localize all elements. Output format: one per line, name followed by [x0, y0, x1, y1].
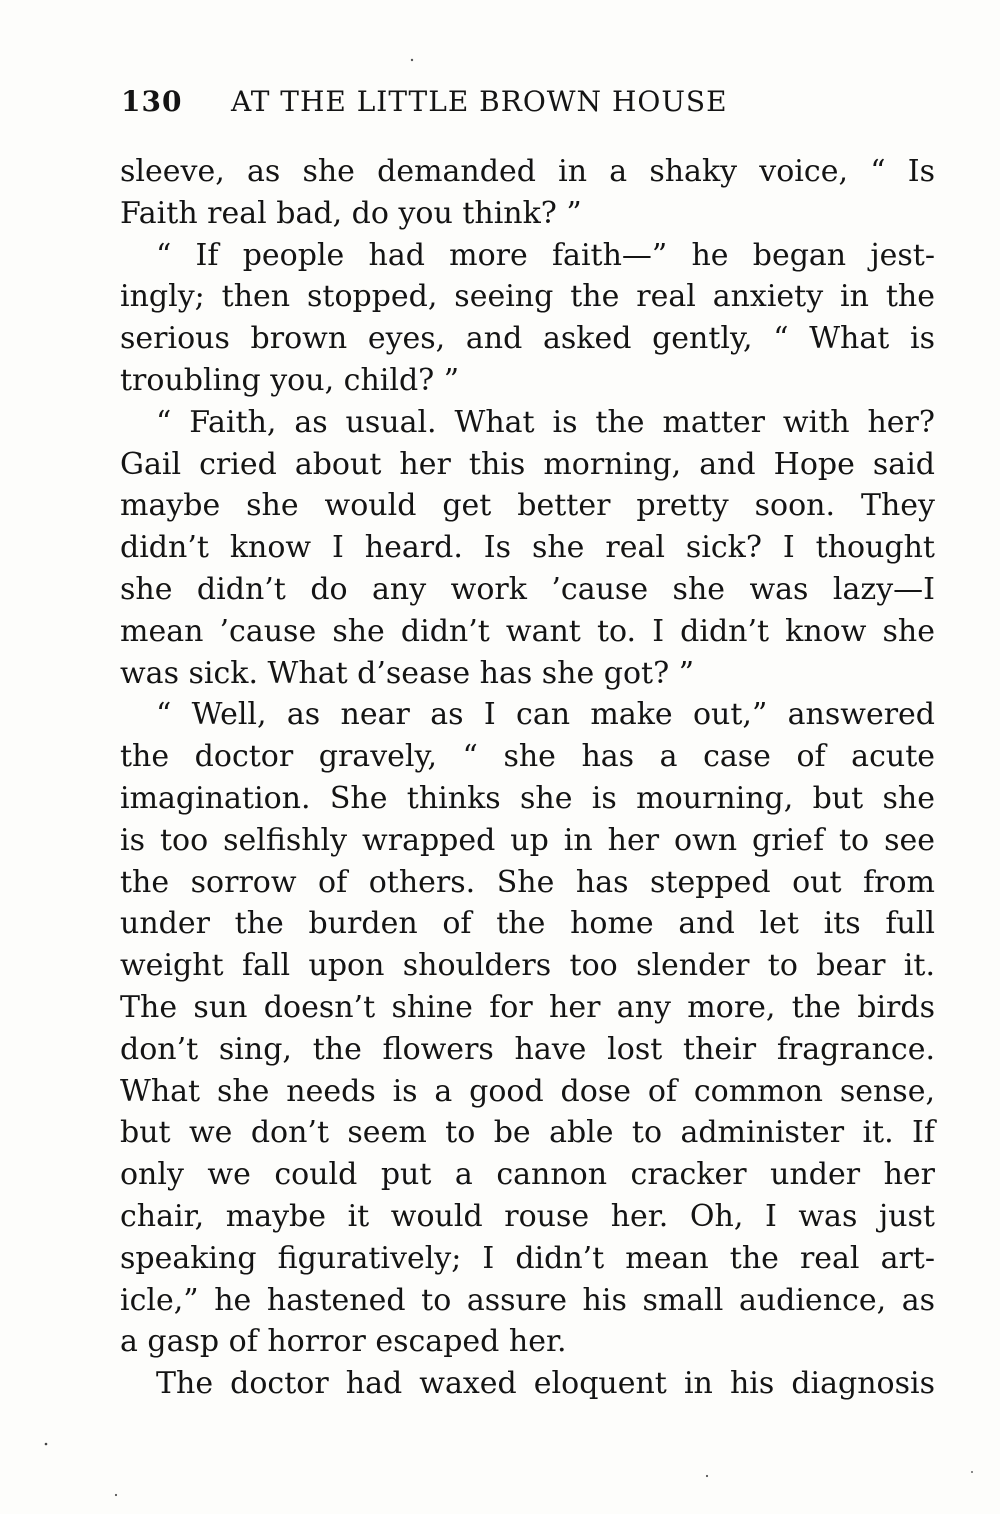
- text-line: mean ’cause she didn’t want to. I didn’t know she: [120, 613, 935, 649]
- text-line: sleeve, as she demanded in a shaky voice, “ Is: [120, 154, 935, 189]
- text-line: but we don’t seem to be able to administer it. If: [120, 1115, 935, 1151]
- text-line: don’t sing, the flowers have lost their fragrance.: [120, 1031, 935, 1067]
- text-line: the sorrow of others. She has stepped out from: [120, 864, 935, 900]
- speck: [115, 1494, 117, 1496]
- speck: [971, 1471, 973, 1473]
- text-line: only we could put a cannon cracker under her: [120, 1157, 935, 1193]
- text-line: is too selfishly wrapped up in her own grief to see: [120, 822, 935, 858]
- text-line: The sun doesn’t shine for her any more, the birds: [120, 989, 935, 1025]
- text-line: maybe she would get better pretty soon. They: [120, 488, 935, 524]
- text-line: icle,” he hastened to assure his small audience, as: [120, 1282, 935, 1318]
- text-line: under the burden of the home and let its full: [120, 906, 935, 942]
- page-number: 130: [121, 85, 183, 118]
- text-line: imagination. She thinks she is mourning, but she: [120, 780, 935, 816]
- running-head-title: AT THE LITTLE BROWN HOUSE: [231, 85, 728, 118]
- text-line: weight fall upon shoulders too slender to bear it.: [120, 948, 935, 984]
- running-head: [121, 80, 941, 124]
- text-line: troubling you, child? ”: [120, 362, 460, 398]
- text-line: The doctor had waxed eloquent in his diagnosis: [156, 1366, 935, 1402]
- text-line: serious brown eyes, and asked gently, “ What is: [120, 321, 935, 357]
- text-line: chair, maybe it would rouse her. Oh, I was just: [120, 1198, 935, 1234]
- text-line: was sick. What d’sease has she got? ”: [120, 655, 695, 691]
- text-line: “ Well, as near as I can make out,” answered: [156, 697, 935, 733]
- text-line: “ If people had more faith—” he began jest-: [156, 237, 935, 273]
- text-line: Faith real bad, do you think? ”: [120, 195, 582, 231]
- text-line: didn’t know I heard. Is she real sick? I thought: [120, 530, 935, 566]
- speck: [45, 1443, 48, 1446]
- speck: [411, 59, 413, 61]
- text-line: Gail cried about her this morning, and Hope said: [120, 446, 935, 482]
- speck: [706, 1475, 708, 1477]
- text-line: ingly; then stopped, seeing the real anxiety in the: [120, 279, 935, 315]
- text-line: speaking figuratively; I didn’t mean the real art-: [120, 1240, 935, 1276]
- text-line: she didn’t do any work ’cause she was lazy—I: [120, 571, 935, 607]
- text-line: the doctor gravely, “ she has a case of acute: [120, 739, 935, 775]
- text-line: “ Faith, as usual. What is the matter with her?: [156, 404, 935, 440]
- body-text: [120, 151, 935, 1405]
- text-line: What she needs is a good dose of common sense,: [120, 1073, 935, 1109]
- text-line: a gasp of horror escaped her.: [120, 1324, 567, 1360]
